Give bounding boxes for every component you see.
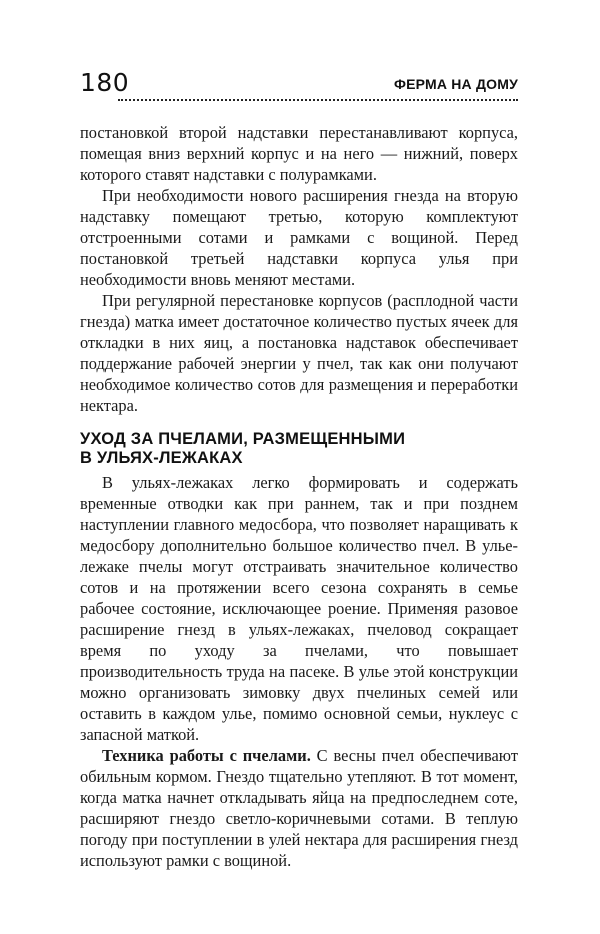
section-heading xyxy=(80,430,518,468)
paragraph xyxy=(80,745,518,871)
paragraph: В ульях-лежаках легко формировать и содержать временные отводки как при раннем, так и при позднем наступлении главного медосбора, что позволяет наращивать к медосбору дополнительно большое количество пчел. В улье-лежаке пчелы могут отстраивать значительное количество сотов и на протяжении всего сезона сохранять в семье рабочее состояние, исключающее роение. Применяя разовое расширение гнезд в ульях-лежаках, пчеловод сокращает время по уходу за пчелами, что повышает производительность труда на пасеке. В улье этой конструкции можно организовать зимовку двух пчелиных семей или оставить в каждом улье, помимо основной семьи, нуклеус с запасной маткой. xyxy=(80,473,518,744)
page-number: 180 xyxy=(80,68,130,97)
section-heading-line: УХОД ЗА ПЧЕЛАМИ, РАЗМЕЩЕННЫМИ xyxy=(80,430,406,448)
run-in-heading: Техника работы с пчелами. xyxy=(102,746,311,765)
body-text xyxy=(80,122,518,871)
paragraph: При необходимости нового расширения гнезда на вторую надставку помещают третью, которую комплектуют отстроенными сотами и рамками с вощиной. Перед постановкой третьей надставки корпуса улья при необходимости вновь меняют местами. xyxy=(80,186,518,289)
section-heading-line: В УЛЬЯХ-ЛЕЖАКАХ xyxy=(80,449,243,467)
paragraph-text: С весны пчел обеспечивают обильным кормом. Гнездо тщательно утепляют. В тот момент, когда матка начнет откладывать яйца на предпоследнем соте, расширяют гнездо светло-коричневыми сотами. В теплую погоду при поступлении в улей нектара для расширения гнезд используют рамки с вощиной. xyxy=(80,746,518,870)
paragraph: постановкой второй надставки перестанавливают корпуса, помещая вниз верхний корпус и на него — нижний, поверх которого ставят надставки с полурамками. xyxy=(80,123,518,184)
paragraph: При регулярной перестановке корпусов (расплодной части гнезда) матка имеет достаточное количество пустых ячеек для откладки в них яиц, а постановка надставок обеспечивает поддержание рабочей энергии у пчел, так как они получают необходимое количество сотов для размещения и переработки нектара. xyxy=(80,291,518,415)
header-divider xyxy=(118,99,518,101)
running-title: ФЕРМА НА ДОМУ xyxy=(393,76,518,92)
